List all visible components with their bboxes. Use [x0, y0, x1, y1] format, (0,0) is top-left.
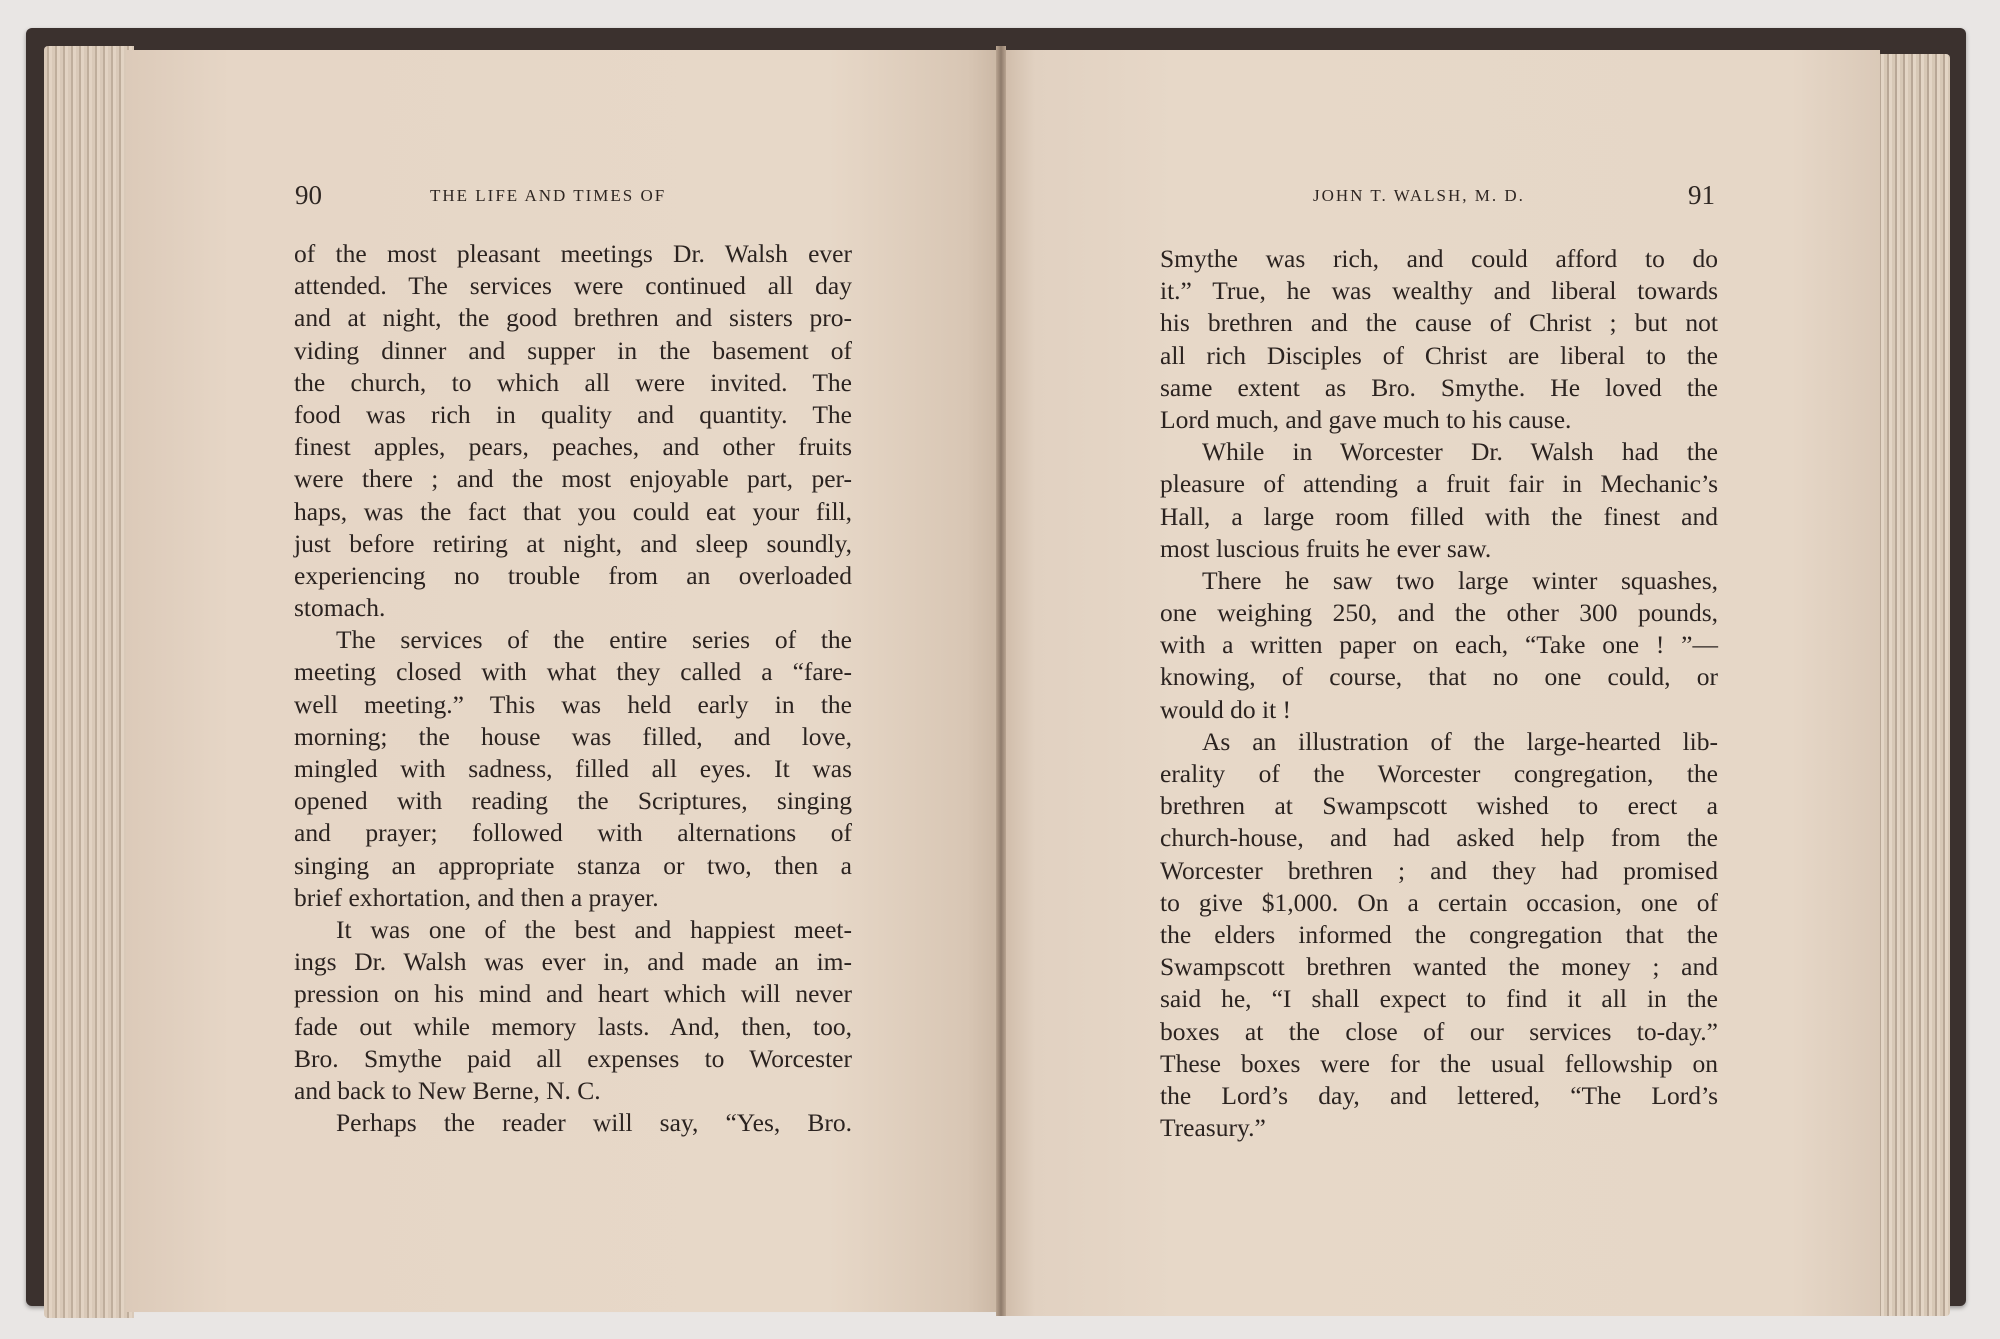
text-line: haps, was the fact that you could eat your fill, — [294, 496, 852, 526]
text-line: experiencing no trouble from an overloaded — [294, 560, 852, 590]
text-line: erality of the Worcester congregation, the — [1160, 759, 1718, 788]
text-line: Swampscott brethren wanted the money ; and — [1160, 952, 1718, 982]
text-line: It was one of the best and happiest meet- — [336, 914, 852, 944]
text-line: and at night, the good brethren and sisters pro- — [294, 303, 852, 333]
text-line: food was rich in quality and quantity. The — [294, 399, 852, 429]
right-page-body — [1160, 243, 1718, 1144]
text-line: same extent as Bro. Smythe. He loved the — [1160, 372, 1718, 402]
text-line: ings Dr. Walsh was ever in, and made an im- — [294, 947, 852, 977]
text-line: church-house, and had asked help from the — [1160, 823, 1718, 853]
right-page-number: 91 — [1688, 180, 1715, 210]
text-line: Hall, a large room filled with the finest and — [1160, 501, 1718, 531]
text-line: Lord much, and gave much to his cause. — [1160, 404, 1572, 434]
text-line: of the most pleasant meetings Dr. Walsh ever — [294, 239, 852, 268]
text-line: and prayer; followed with alternations of — [294, 818, 852, 848]
text-line: his brethren and the cause of Christ ; but not — [1160, 308, 1718, 338]
text-line: morning; the house was filled, and love, — [294, 721, 852, 751]
text-line: opened with reading the Scriptures, singing — [294, 786, 852, 816]
left-running-head: THE LIFE AND TIMES OF — [430, 186, 667, 205]
text-line: stomach. — [294, 593, 386, 623]
text-line: attended. The services were continued all day — [294, 271, 852, 301]
text-line: brethren at Swampscott wished to erect a — [1160, 791, 1718, 821]
text-line: just before retiring at night, and sleep soundly, — [294, 528, 852, 558]
text-line: viding dinner and supper in the basement of — [294, 335, 852, 365]
text-line: Smythe was rich, and could afford to do — [1160, 244, 1718, 273]
text-line: with a written paper on each, “Take one ! ”— — [1160, 630, 1718, 660]
text-line: most luscious fruits he ever saw. — [1160, 533, 1492, 563]
book-gutter — [996, 46, 1006, 1316]
text-line: said he, “I shall expect to find it all in the — [1160, 984, 1718, 1014]
text-line: brief exhortation, and then a prayer. — [294, 882, 659, 912]
text-line: singing an appropriate stanza or two, then a — [294, 850, 852, 880]
text-line: the elders informed the congregation that the — [1160, 919, 1718, 949]
text-line: mingled with sadness, filled all eyes. It was — [294, 754, 852, 783]
text-line: As an illustration of the large-hearted lib- — [1202, 726, 1718, 756]
text-line: and back to New Berne, N. C. — [294, 1075, 601, 1105]
text-line: While in Worcester Dr. Walsh had the — [1202, 437, 1718, 467]
text-line: pleasure of attending a fruit fair in Mechanic’s — [1160, 469, 1718, 499]
text-line: the church, to which all were invited. The — [294, 367, 852, 397]
text-line: These boxes were for the usual fellowship on — [1160, 1048, 1718, 1078]
text-line: were there ; and the most enjoyable part, per- — [294, 464, 852, 494]
text-line: all rich Disciples of Christ are liberal to the — [1160, 340, 1718, 370]
left-page-number: 90 — [295, 180, 322, 210]
text-line: to give $1,000. On a certain occasion, one of — [1160, 887, 1718, 917]
text-line: knowing, of course, that no one could, or — [1160, 662, 1718, 692]
text-line: Treasury.” — [1160, 1113, 1266, 1143]
text-line: There he saw two large winter squashes, — [1202, 565, 1718, 595]
text-line: well meeting.” This was held early in the — [294, 689, 852, 719]
text-line: Bro. Smythe paid all expenses to Worcester — [294, 1043, 852, 1073]
text-line: it.” True, he was wealthy and liberal towards — [1160, 276, 1718, 306]
text-line: would do it ! — [1160, 694, 1292, 724]
text-line: finest apples, pears, peaches, and other fruits — [294, 432, 852, 462]
text-line: Perhaps the reader will say, “Yes, Bro. — [336, 1108, 852, 1138]
text-line: Worcester brethren ; and they had promised — [1160, 855, 1718, 885]
text-line: one weighing 250, and the other 300 pounds, — [1160, 598, 1718, 628]
text-line: pression on his mind and heart which will never — [294, 979, 852, 1009]
text-line: boxes at the close of our services to-day.” — [1160, 1016, 1718, 1046]
text-line: the Lord’s day, and lettered, “The Lord’s — [1160, 1080, 1718, 1110]
right-running-head: JOHN T. WALSH, M. D. — [1313, 186, 1525, 205]
text-line: The services of the entire series of the — [336, 625, 852, 655]
text-line: meeting closed with what they called a “fare- — [294, 657, 852, 687]
page-edges-left — [44, 46, 134, 1318]
text-line: fade out while memory lasts. And, then, too, — [294, 1011, 852, 1041]
left-page-body — [294, 238, 852, 1139]
